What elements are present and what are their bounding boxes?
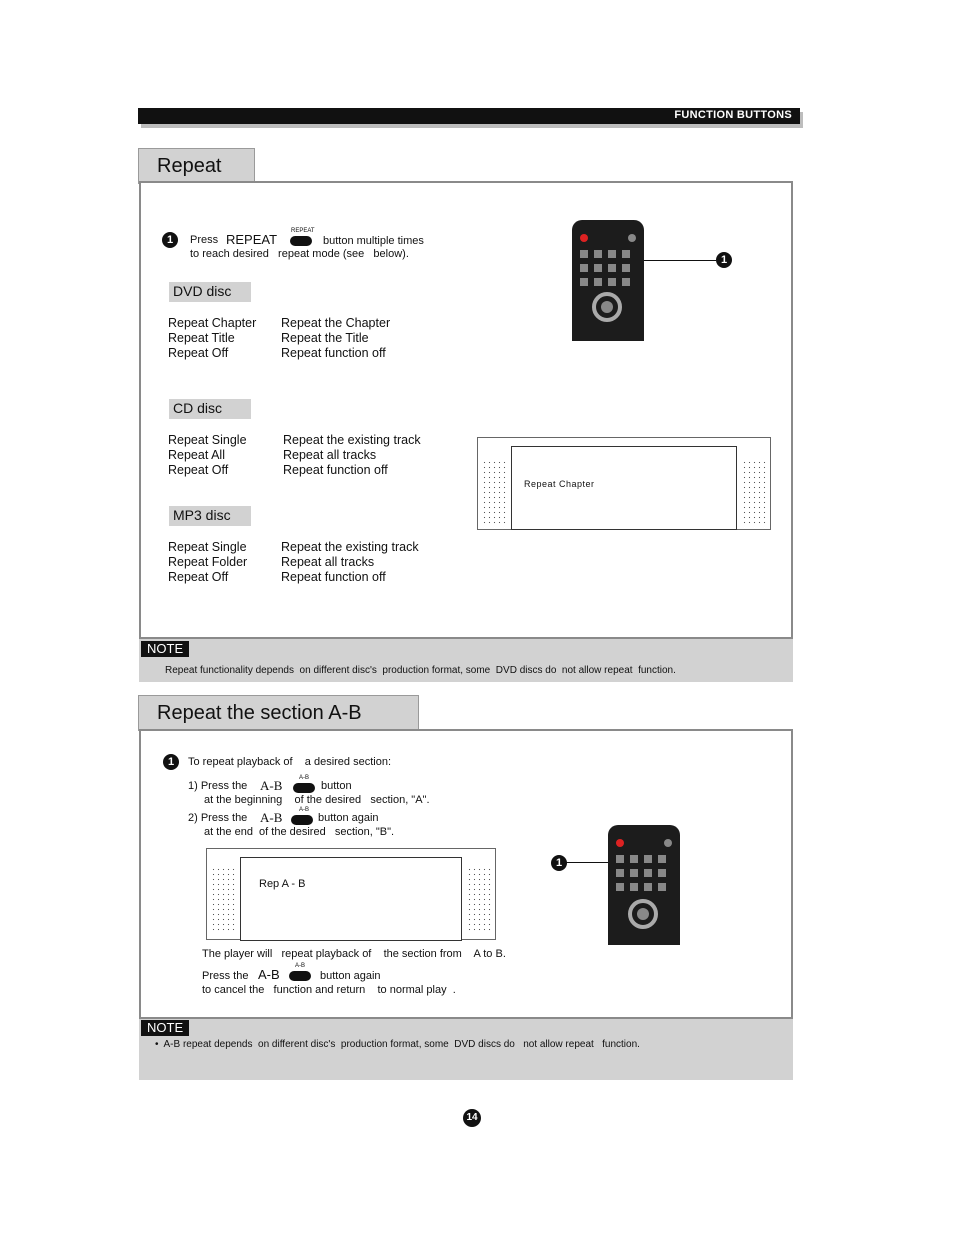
ab-step2-press: 2) Press the — [188, 812, 248, 824]
ab-cancel-button-label: A-B — [295, 963, 306, 969]
speaker-grille-left — [211, 867, 237, 933]
callout-line — [566, 862, 608, 863]
ab-note-box — [139, 1019, 793, 1080]
ab-button-icon — [289, 971, 311, 981]
cd-mode-1: Repeat Single — [168, 433, 247, 447]
screen-osd-text: Rep A - B — [259, 878, 306, 890]
dvd-desc-2: Repeat the Title — [281, 331, 369, 345]
mp3-mode-1: Repeat Single — [168, 540, 247, 554]
mp3-desc-2: Repeat all tracks — [281, 555, 375, 569]
cd-desc-2: Repeat all tracks — [283, 448, 377, 462]
repeat-step-press: Press — [190, 234, 219, 246]
callout-number: 1 — [716, 252, 732, 268]
remote-button-row — [616, 869, 672, 877]
ab-step1-button-label: A-B — [299, 775, 310, 781]
dvd-disc-title: DVD disc — [169, 282, 251, 302]
cd-modes — [168, 433, 247, 478]
ab-step2-key: A-B — [260, 810, 283, 825]
dvd-mode-2: Repeat Title — [168, 331, 235, 345]
mp3-desc-1: Repeat the existing track — [281, 540, 419, 554]
ab-cancel-button: button again — [320, 970, 381, 982]
remote-button-row — [616, 855, 672, 863]
remote-button-row — [616, 883, 672, 891]
mp3-disc-title: MP3 disc — [169, 506, 251, 526]
ab-step1-desc: at the beginning of the desired section, "A". — [204, 794, 430, 806]
note-label: NOTE — [141, 1020, 189, 1036]
repeat-step-line1: button multiple times — [323, 235, 424, 247]
section-header-bar — [138, 108, 800, 124]
dvd-desc-1: Repeat the Chapter — [281, 316, 391, 330]
remote-button-row — [580, 250, 636, 258]
repeat-tab-title: Repeat — [138, 148, 255, 184]
mp3-descriptions — [281, 540, 419, 585]
mp3-desc-3: Repeat function off — [281, 570, 386, 584]
callout-number: 1 — [551, 855, 567, 871]
ab-cancel-desc: to cancel the function and return to normal play . — [202, 984, 456, 996]
ab-step1-button: button — [321, 780, 352, 792]
remote-control-image — [572, 220, 644, 341]
enter-button-icon — [601, 301, 613, 313]
cd-descriptions — [283, 433, 421, 478]
note-text: • A-B repeat depends on different disc's production format, some DVD discs do not allow repeat function. — [155, 1039, 640, 1050]
eject-icon — [628, 234, 636, 242]
power-icon — [616, 839, 624, 847]
eject-icon — [664, 839, 672, 847]
speaker-grille-left — [482, 460, 508, 526]
ab-tab-title: Repeat the section A-B — [138, 695, 419, 731]
cd-mode-2: Repeat All — [168, 448, 225, 462]
repeat-button-icon — [290, 236, 312, 246]
ab-cancel-press: Press the — [202, 970, 249, 982]
enter-button-icon — [637, 908, 649, 920]
dvd-mode-3: Repeat Off — [168, 346, 229, 360]
screen-osd-text: Repeat Chapter — [524, 479, 595, 489]
mp3-mode-3: Repeat Off — [168, 570, 229, 584]
dvd-desc-3: Repeat function off — [281, 346, 386, 360]
section-header-title: FUNCTION BUTTONS — [674, 109, 792, 121]
tv-screen-illustration — [206, 848, 496, 940]
ab-step2-button-label: A-B — [299, 807, 310, 813]
tv-screen-display — [240, 857, 462, 941]
ab-button-icon — [291, 815, 313, 825]
power-icon — [580, 234, 588, 242]
tv-screen-illustration — [477, 437, 771, 530]
repeat-step-number: 1 — [162, 232, 178, 248]
cd-disc-title: CD disc — [169, 399, 251, 419]
dvd-mode-1: Repeat Chapter — [168, 316, 257, 330]
note-label: NOTE — [141, 641, 189, 657]
ab-step1-key: A-B — [260, 778, 283, 793]
page-number: 14 — [463, 1109, 481, 1127]
speaker-grille-right — [467, 867, 493, 933]
ab-step2-button: button again — [318, 812, 379, 824]
ab-button-icon — [293, 783, 315, 793]
ab-step1-press: 1) Press the — [188, 780, 248, 792]
remote-button-row — [580, 278, 636, 286]
ab-step2-desc: at the end of the desired section, "B". — [204, 826, 395, 838]
tv-screen-display — [511, 446, 737, 530]
ab-intro: To repeat playback of a desired section: — [188, 756, 392, 768]
repeat-button-label: REPEAT — [291, 228, 315, 234]
remote-button-row — [580, 264, 636, 272]
ab-cancel-key: A-B — [258, 967, 280, 982]
callout-line — [644, 260, 716, 261]
repeat-step-line2: to reach desired repeat mode (see below). — [190, 248, 409, 260]
note-text: Repeat functionality depends on different disc's production format, some DVD discs do not allow repeat function. — [165, 665, 676, 676]
repeat-note-box — [139, 639, 793, 682]
mp3-mode-2: Repeat Folder — [168, 555, 248, 569]
remote-control-image — [608, 825, 680, 945]
cd-mode-3: Repeat Off — [168, 463, 229, 477]
ab-result-text: The player will repeat playback of the section from A to B. — [202, 948, 506, 960]
speaker-grille-right — [742, 460, 768, 526]
repeat-step-key: REPEAT — [226, 232, 278, 247]
mp3-modes — [168, 540, 247, 585]
dvd-descriptions — [281, 316, 390, 361]
ab-step-number: 1 — [163, 754, 179, 770]
cd-desc-1: Repeat the existing track — [283, 433, 421, 447]
cd-desc-3: Repeat function off — [283, 463, 388, 477]
dvd-modes — [168, 316, 256, 361]
